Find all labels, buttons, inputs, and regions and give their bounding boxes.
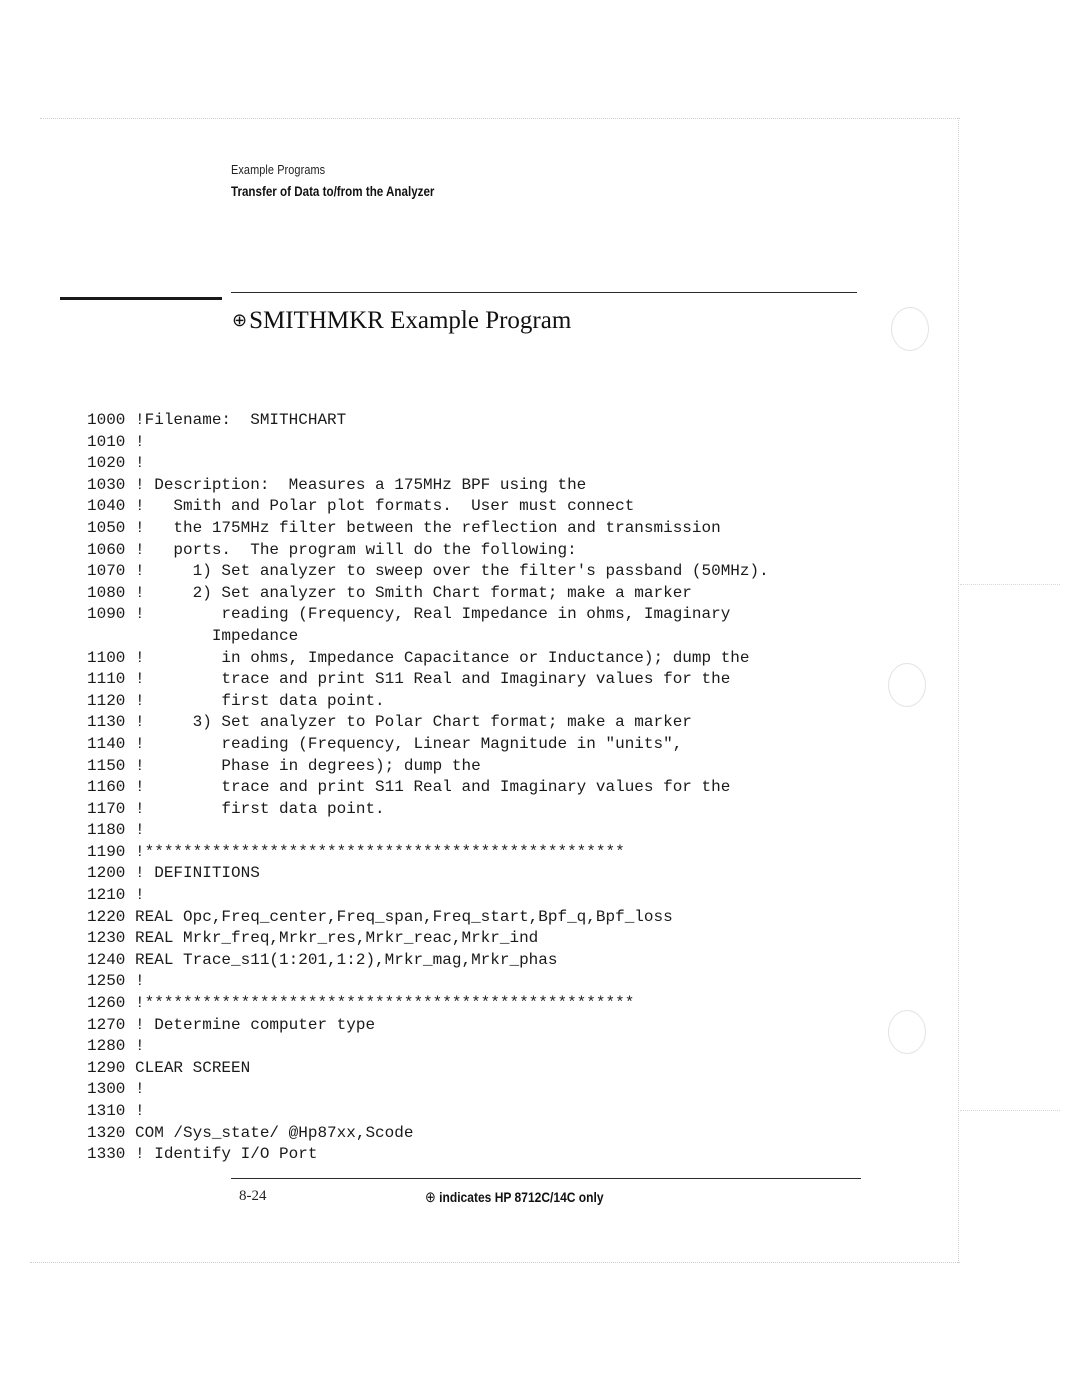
- page-title-text: SMITHMKR Example Program: [249, 307, 572, 334]
- code-line: 1170 ! first data point.: [87, 799, 385, 818]
- code-line: 1280 !: [87, 1037, 145, 1056]
- code-line: 1180 !: [87, 821, 145, 840]
- code-line: 1030 ! Description: Measures a 175MHz BPF using the: [87, 475, 587, 494]
- running-header-section: Example Programs: [231, 162, 326, 177]
- punch-hole: [888, 663, 926, 707]
- code-line: 1330 ! Identify I/O Port: [87, 1145, 318, 1164]
- program-listing: [87, 410, 769, 1166]
- code-line: 1090 ! reading (Frequency, Real Impedance in ohms, Imaginary: [87, 605, 731, 624]
- punch-hole: [888, 1010, 926, 1054]
- code-line: 1290 CLEAR SCREEN: [87, 1058, 251, 1077]
- code-line: 1060 ! ports. The program will do the following:: [87, 540, 577, 559]
- punch-hole: [891, 307, 929, 351]
- footer-note: [425, 1188, 604, 1206]
- scan-border-bottom: [30, 1262, 960, 1263]
- code-line: 1270 ! Determine computer type: [87, 1015, 376, 1034]
- code-line: 1260 !***************************************************: [87, 994, 635, 1013]
- code-line: 1140 ! reading (Frequency, Linear Magnitude in "units",: [87, 734, 683, 753]
- code-line: 1160 ! trace and print S11 Real and Imaginary values for the: [87, 778, 731, 797]
- page-number: 8-24: [239, 1188, 267, 1204]
- code-line: Impedance: [87, 626, 299, 645]
- code-line: 1130 ! 3) Set analyzer to Polar Chart format; make a marker: [87, 713, 692, 732]
- code-line: 1230 REAL Mrkr_freq,Mrkr_res,Mrkr_reac,Mrkr_ind: [87, 929, 539, 948]
- footer-rule: [231, 1178, 861, 1179]
- code-line: 1000 !Filename: SMITHCHART: [87, 411, 347, 429]
- page-title: [232, 307, 571, 335]
- hp-8712c-indicator-icon: ⊕: [232, 310, 248, 330]
- scan-border-right: [958, 118, 959, 1263]
- code-line: 1190 !**************************************************: [87, 842, 625, 861]
- code-line: 1240 REAL Trace_s11(1:201,1:2),Mrkr_mag,Mrkr_phas: [87, 950, 558, 969]
- code-line: 1020 !: [87, 454, 145, 473]
- code-line: 1300 !: [87, 1080, 145, 1099]
- scan-edge-mark: [960, 584, 1060, 585]
- code-line: 1040 ! Smith and Polar plot formats. User must connect: [87, 497, 635, 516]
- scan-edge-mark: [960, 1110, 1060, 1111]
- code-line: 1220 REAL Opc,Freq_center,Freq_span,Freq_start,Bpf_q,Bpf_loss: [87, 907, 673, 926]
- footer-note-text: indicates HP 8712C/14C only: [435, 1189, 604, 1205]
- code-line: 1050 ! the 175MHz filter between the reflection and transmission: [87, 518, 721, 537]
- code-line: 1010 !: [87, 432, 145, 451]
- code-line: 1320 COM /Sys_state/ @Hp87xx,Scode: [87, 1123, 414, 1142]
- code-line: 1310 !: [87, 1102, 145, 1120]
- code-line: 1120 ! first data point.: [87, 691, 385, 710]
- code-line: 1100 ! in ohms, Impedance Capacitance or Inductance); dump the: [87, 648, 750, 667]
- running-header-title: Transfer of Data to/from the Analyzer: [231, 184, 435, 199]
- code-line: 1080 ! 2) Set analyzer to Smith Chart format; make a marker: [87, 583, 692, 602]
- heading-rule-thick: [60, 297, 222, 300]
- code-line: 1250 !: [87, 972, 145, 991]
- code-line: 1210 !: [87, 886, 145, 905]
- code-line: 1070 ! 1) Set analyzer to sweep over the filter's passband (50MHz).: [87, 562, 769, 581]
- code-line: 1150 ! Phase in degrees); dump the: [87, 756, 481, 775]
- scan-border-top: [40, 118, 960, 119]
- heading-rule-thin: [231, 292, 857, 293]
- hp-8712c-indicator-icon: ⊕: [425, 1189, 436, 1206]
- code-line: 1110 ! trace and print S11 Real and Imaginary values for the: [87, 670, 731, 689]
- code-line: 1200 ! DEFINITIONS: [87, 864, 260, 883]
